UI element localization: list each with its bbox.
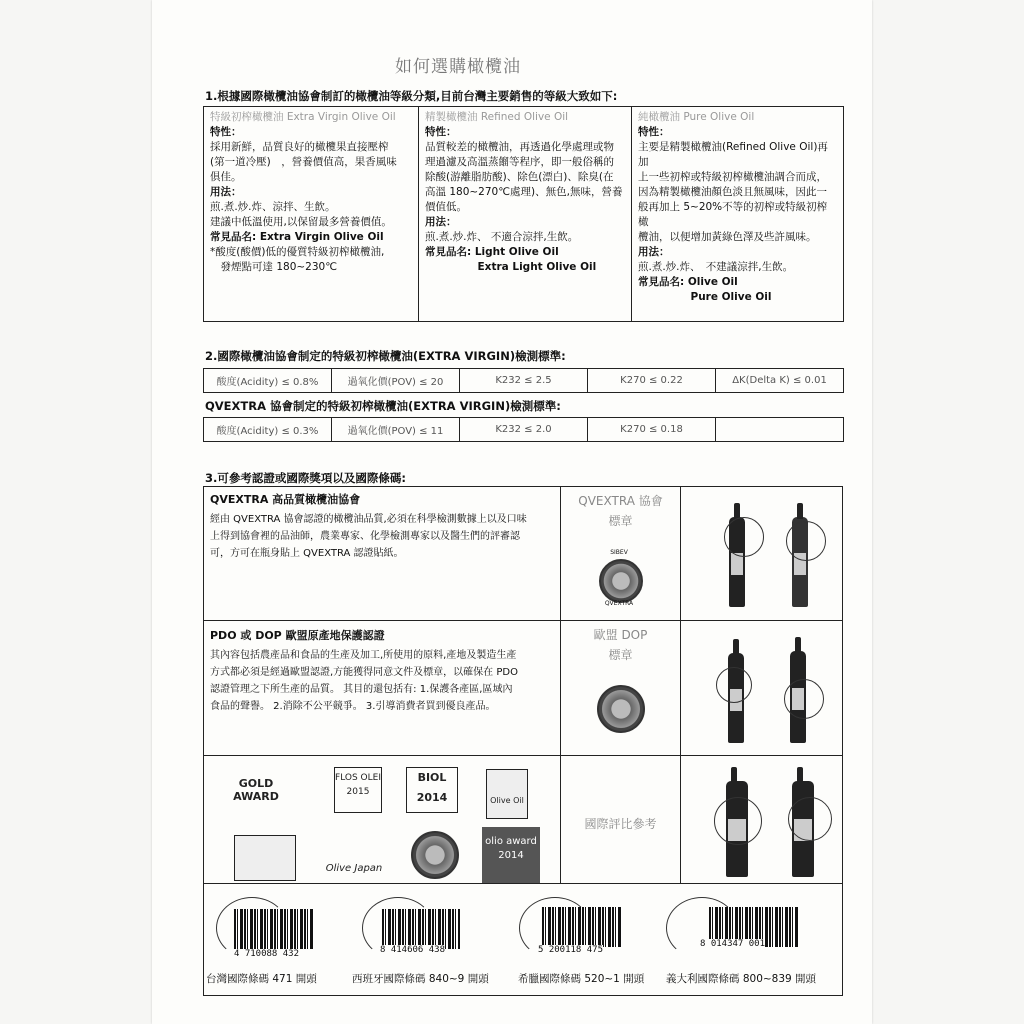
standard-cell: K270 ≤ 0.22 [587, 369, 715, 392]
text-line: 常見品名: Extra Virgin Olive Oil [210, 231, 384, 243]
text-line: 品質較差的橄欖油，再透過化學處理或物 [425, 141, 614, 153]
text-line: 常見品名: Olive Oil [638, 276, 738, 288]
text-line: 方式都必須是經過歐盟認證,方能獲得同意文件及標章，以確保在 PDO [210, 667, 518, 678]
grade-refined [418, 107, 631, 321]
barcode-number: 8 014347 001 [700, 939, 766, 949]
qvextra-standard-row [203, 417, 844, 442]
text-line: QVEXTRA 協會 [578, 494, 663, 508]
olive-oil-label-logo: Olive Oil [486, 769, 528, 819]
text-line: 特性： [210, 126, 242, 138]
dop-badge-label [561, 625, 680, 665]
sticker-highlight-circle [784, 679, 824, 719]
text-line: 標章 [608, 514, 633, 528]
text-line: 採用新鮮，品質良好的橄欖果直接壓榨 [210, 141, 389, 153]
page-title: 如何選購橄欖油 [395, 57, 521, 77]
barcode-caption: 希臘國際條碼 520~1 開頭 [518, 973, 645, 985]
text-line: (第一道冷壓) ，營養價值高，果香風味 [210, 156, 397, 168]
sticker-highlight-circle [786, 521, 826, 561]
standard-cell: 酸度(Acidity) ≤ 0.3% [216, 426, 319, 437]
standard-cell: K270 ≤ 0.18 [587, 418, 715, 441]
text-line: 歐盟 DOP [593, 628, 648, 642]
award-medal-icon [411, 831, 459, 879]
barcode-number: 4 710088 432 [234, 949, 300, 959]
text-line: 煎.煮.炒.炸、 不建議涼拌,生飲。 [638, 261, 794, 273]
seal-bottom-text: QVEXTRA [604, 600, 634, 607]
text-line: 建議中低溫使用,以保留最多營養價值。 [210, 216, 392, 228]
ioc-standard-row [203, 368, 844, 393]
text-line: 特性： [638, 126, 670, 138]
divider [204, 620, 842, 621]
text-line: 用法： [210, 186, 242, 198]
text-line: 用法： [425, 216, 457, 228]
standard-cell [715, 418, 843, 441]
barcode-image [542, 907, 622, 947]
qvextra-seal-icon [599, 559, 643, 603]
olive-award-badge-image [234, 835, 296, 881]
text-line: 經由 QVEXTRA 協會認證的橄欖油品質,必須在科學檢測數據上以及口味 [210, 514, 527, 525]
barcode-image [234, 909, 314, 949]
text-line: 食品的聲譽。 2.消除不公平競爭。 3.引導消費者買到優良產品。 [210, 701, 496, 712]
qvextra-standard-heading: QVEXTRA 協會制定的特級初榨橄欖油(EXTRA VIRGIN)檢測標準: [205, 399, 561, 413]
olive-japan-logo: Olive Japan [325, 863, 383, 874]
text-line: 可，方可在瓶身貼上 QVEXTRA 認證貼紙。 [210, 548, 404, 559]
text-line: 除酸(游離脂肪酸)、除色(漂白)、除臭(在 [425, 171, 614, 183]
text-line: Extra Light Olive Oil [425, 261, 597, 273]
text-line: 用法： [638, 246, 670, 258]
text-line: 因為精製橄欖油顏色淡且無風味，因此一 [638, 186, 827, 198]
text-line: 理過濾及高溫蒸餾等程序，即一般俗稱的 [425, 156, 614, 168]
text-line: 主要是精製橄欖油(Refined Olive Oil)再加 [638, 141, 828, 168]
pdo-cell [210, 627, 556, 715]
awards-label: 國際評比參考 [584, 817, 657, 831]
standard-cell: 過氧化價(POV) ≤ 11 [331, 418, 459, 441]
standard-cell: 過氧化價(POV) ≤ 20 [331, 369, 459, 392]
text-line: 上一些初榨或特級初榨橄欖油調合而成， [638, 171, 827, 183]
dop-seal-icon [597, 685, 645, 733]
text-line: 標章 [608, 648, 633, 662]
text-line: *酸度(酸價)低的優質特級初榨橄欖油, [210, 246, 385, 258]
olio-award-logo: olio award 2014 [482, 827, 540, 883]
standard-cell: 酸度(Acidity) ≤ 0.8% [216, 377, 319, 388]
grade-name: 特級初榨橄欖油 Extra Virgin Olive Oil [210, 111, 396, 123]
section2-heading: 2.國際橄欖油協會制定的特級初榨橄欖油(EXTRA VIRGIN)檢測標準: [205, 349, 566, 363]
divider [204, 755, 842, 756]
text-line: 上得到協會裡的品油師，農業專家、化學檢測專家以及醫生們的評審認 [210, 531, 520, 542]
text-line: 常見品名: Light Olive Oil [425, 246, 559, 258]
barcode-number: 8 414606 438 [380, 945, 446, 955]
standard-cell: ΔK(Delta K) ≤ 0.01 [715, 369, 843, 392]
seal-top-text: SIBEV [610, 549, 628, 556]
standard-cell: K232 ≤ 2.0 [459, 418, 587, 441]
qvextra-badge-label [561, 491, 680, 531]
barcode-number: 5 200118 475 [538, 945, 604, 955]
text-line: 欖油，以便增加黃綠色澤及些許風味。 [638, 231, 817, 243]
divider [680, 487, 681, 883]
flos-olei-logo: FLOS OLEI 2015 [334, 767, 382, 813]
biol-logo: BIOL 2014 [406, 767, 458, 813]
barcode-caption: 西班牙國際條碼 840~9 開頭 [352, 973, 489, 985]
qvextra-cell [210, 491, 556, 562]
text-line: 高溫 180~270℃處理)、無色,無味，營養 [425, 186, 623, 198]
pdo-title: PDO 或 DOP 歐盟原產地保護認證 [210, 629, 385, 642]
grade-name: 精製橄欖油 Refined Olive Oil [425, 111, 569, 123]
text-line: 俱佳。 [210, 171, 242, 183]
grade-name: 純橄欖油 Pure Olive Oil [638, 111, 755, 123]
barcode-caption: 義大利國際條碼 800~839 開頭 [666, 973, 817, 985]
sticker-highlight-circle [716, 667, 752, 703]
barcode-image [382, 909, 460, 949]
grade-pure [631, 107, 843, 321]
text-line: 認證管理之下所生產的品質。 其目的還包括有: 1.保護各產區,區域內 [210, 684, 513, 695]
section1-heading: 1.根據國際橄欖油協會制訂的橄欖油等級分類,目前台灣主要銷售的等級大致如下: [205, 89, 618, 103]
sticker-highlight-circle [724, 517, 764, 557]
grade-table [203, 106, 844, 322]
text-line: 煎.煮.炒.炸、涼拌、生飲。 [210, 201, 336, 213]
grade-extra-virgin [204, 107, 418, 321]
text-line: Pure Olive Oil [638, 291, 772, 303]
section3-heading: 3.可參考認證或國際獎項以及國際條碼: [205, 471, 406, 485]
standard-cell: K232 ≤ 2.5 [459, 369, 587, 392]
text-line: 般再加上 5~20%不等的初榨或特級初榨橄 [638, 201, 828, 228]
gold-award-logo: GOLD AWARD [233, 777, 279, 803]
text-line: 其內容包括農產品和食品的生產及加工,所使用的原料,產地及製造生產 [210, 650, 517, 661]
text-line: 發煙點可達 180~230℃ [210, 261, 338, 273]
qvextra-title: QVEXTRA 高品質橄欖油協會 [210, 493, 361, 506]
text-line: 特性： [425, 126, 457, 138]
sticker-highlight-circle [788, 797, 832, 841]
text-line: 價值低。 [425, 201, 467, 213]
text-line: 煎.煮.炒.炸、 不適合涼拌,生飲。 [425, 231, 579, 243]
barcode-caption: 台灣國際條碼 471 開頭 [206, 973, 317, 985]
sticker-highlight-circle [714, 797, 762, 845]
certification-table [203, 486, 843, 996]
divider [204, 883, 842, 884]
